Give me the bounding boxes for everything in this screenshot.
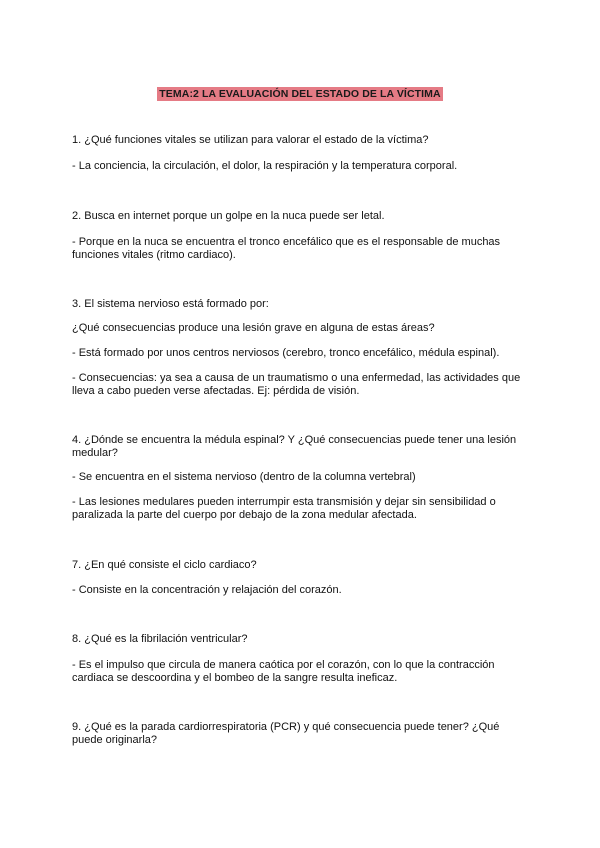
title-wrapper bbox=[0, 84, 600, 102]
answer-8: - Es el impulso que circula de manera caótica por el corazón, con lo que la contracción cardiaca se descoordina y el bombeo de la sangre resulta ineficaz. bbox=[72, 659, 495, 684]
question-8: 8. ¿Qué es la fibrilación ventricular? bbox=[72, 633, 248, 645]
question-2: 2. Busca en internet porque un golpe en la nuca puede ser letal. bbox=[72, 210, 385, 222]
question-3: 3. El sistema nervioso está formado por: bbox=[72, 298, 269, 310]
answer-3b: - Consecuencias: ya sea a causa de un traumatismo o una enfermedad, las actividades que lleva a cabo pueden verse afectadas. Ej: pérdida de visión. bbox=[72, 372, 521, 397]
question-3-subquestion: ¿Qué consecuencias produce una lesión grave en alguna de estas áreas? bbox=[72, 322, 435, 334]
answer-2: - Porque en la nuca se encuentra el tronco encefálico que es el responsable de muchas funciones vitales (ritmo cardiaco). bbox=[72, 236, 501, 261]
question-4: 4. ¿Dónde se encuentra la médula espinal? Y ¿Qué consecuencias puede tener una lesión medular? bbox=[72, 434, 517, 459]
question-7: 7. ¿En qué consiste el ciclo cardiaco? bbox=[72, 559, 257, 571]
answer-7: - Consiste en la concentración y relajación del corazón. bbox=[72, 584, 342, 596]
document-title: TEMA:2 LA EVALUACIÓN DEL ESTADO DE LA VÍCTIMA bbox=[159, 88, 441, 100]
answer-1: - La conciencia, la circulación, el dolor, la respiración y la temperatura corporal. bbox=[72, 160, 458, 172]
question-1: 1. ¿Qué funciones vitales se utilizan para valorar el estado de la víctima? bbox=[72, 134, 429, 146]
question-9: 9. ¿Qué es la parada cardiorrespiratoria (PCR) y qué consecuencia puede tener? ¿Qué puede originarla? bbox=[72, 721, 500, 746]
answer-4b: - Las lesiones medulares pueden interrumpir esta transmisión y dejar sin sensibilidad o paralizada la parte del cuerpo por debajo de la zona medular afectada. bbox=[72, 496, 496, 521]
answer-4a: - Se encuentra en el sistema nervioso (dentro de la columna vertebral) bbox=[72, 471, 416, 483]
answer-3a: - Está formado por unos centros nerviosos (cerebro, tronco encefálico, médula espinal). bbox=[72, 347, 500, 359]
